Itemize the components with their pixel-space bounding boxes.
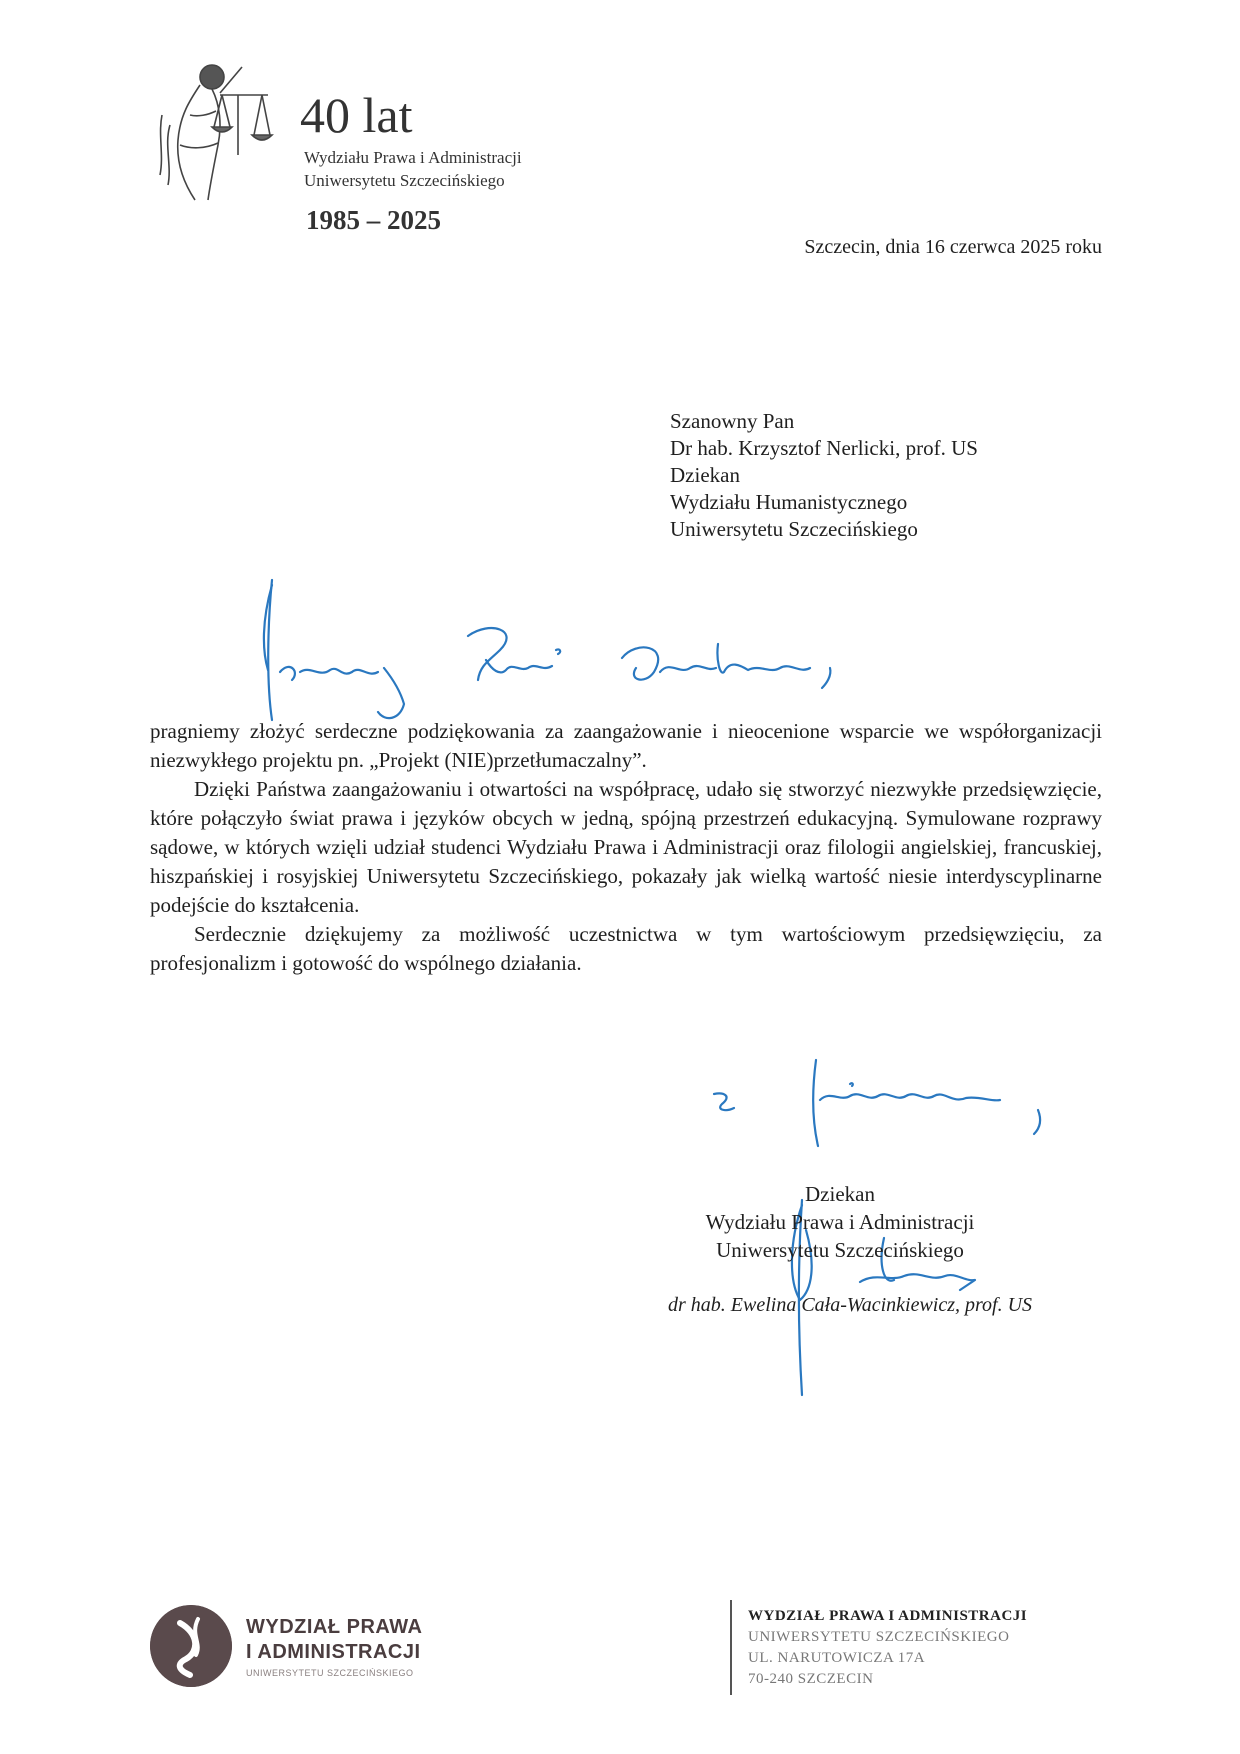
handwritten-closing-icon (714, 1060, 1040, 1146)
anniversary-title: 40 lat (300, 87, 413, 143)
anniversary-years: 1985 – 2025 (306, 205, 441, 235)
justice-scales-emblem-icon (150, 55, 290, 205)
recipient-line: Wydziału Humanistycznego (670, 490, 908, 514)
signer-name: dr hab. Ewelina Cała-Wacinkiewicz, prof. US (668, 1294, 1033, 1316)
footer-address (748, 1606, 1027, 1690)
recipient-line: Dr hab. Krzysztof Nerlicki, prof. US (670, 436, 978, 460)
footer-divider (730, 1600, 732, 1695)
recipient-line: Szanowny Pan (670, 409, 795, 433)
body-paragraph: Dzięki Państwa zaangażowaniu i otwartości na współpracę, udało się stworzyć niezwykłe przedsięwzięcie, które połączyło świat prawa i języków obcych w jedną, spójną przestrzeń edukacyjną. Symulowane rozprawy sądowe, w których wzięli udział studenci Wydziału Prawa i Administracji oraz filologii angielskiej, francuskiej, hiszpańskiej i rosyjskiej Uniwersytetu Szczecińskiego, pokazały jak wielką wartość niesie interdyscyplinarne podejście do kształcenia. (150, 777, 1102, 917)
letter-date: Szczecin, dnia 16 czerwca 2025 roku (804, 236, 1102, 258)
recipient-line: Uniwersytetu Szczecińskiego (670, 517, 918, 541)
anniversary-subtitle-line1: Wydziału Prawa i Administracji (304, 148, 522, 167)
footer-logo-name-line3: UNIWERSYTETU SZCZECIŃSKIEGO (246, 1668, 414, 1678)
recipient-line: Dziekan (670, 463, 740, 487)
recipient-address (670, 408, 978, 543)
closing-block (640, 1180, 1040, 1264)
footer-address-line: 70-240 SZCZECIN (748, 1671, 874, 1687)
footer-logo-name-line1: WYDZIAŁ PRAWA (246, 1616, 423, 1638)
closing-line: Uniwersytetu Szczecińskiego (716, 1238, 964, 1262)
handwritten-salutation-icon (264, 580, 830, 720)
body-paragraph: pragniemy złożyć serdeczne podziękowania za zaangażowanie i nieocenione wsparcie we współorganizacji niezwykłego projektu pn. „Projekt (NIE)przetłumaczalny”. (150, 719, 1102, 772)
faculty-logo-icon (150, 1605, 232, 1687)
closing-line: Dziekan (805, 1182, 875, 1206)
closing-line: Wydziału Prawa i Administracji (705, 1210, 975, 1234)
letter-body (150, 717, 1102, 978)
footer-address-line: UL. NARUTOWICZA 17A (748, 1650, 926, 1666)
footer-address-line: UNIWERSYTETU SZCZECIŃSKIEGO (748, 1629, 1010, 1645)
body-paragraph: Serdecznie dziękujemy za możliwość uczestnictwa w tym wartościowym przedsięwzięciu, za profesjonalizm i gotowość do wspólnego działania. (150, 922, 1102, 975)
footer-logo-name-line2: I ADMINISTRACJI (246, 1641, 421, 1663)
anniversary-subtitle-line2: Uniwersytetu Szczecińskiego (304, 171, 505, 190)
footer-address-line: WYDZIAŁ PRAWA I ADMINISTRACJI (748, 1608, 1028, 1624)
